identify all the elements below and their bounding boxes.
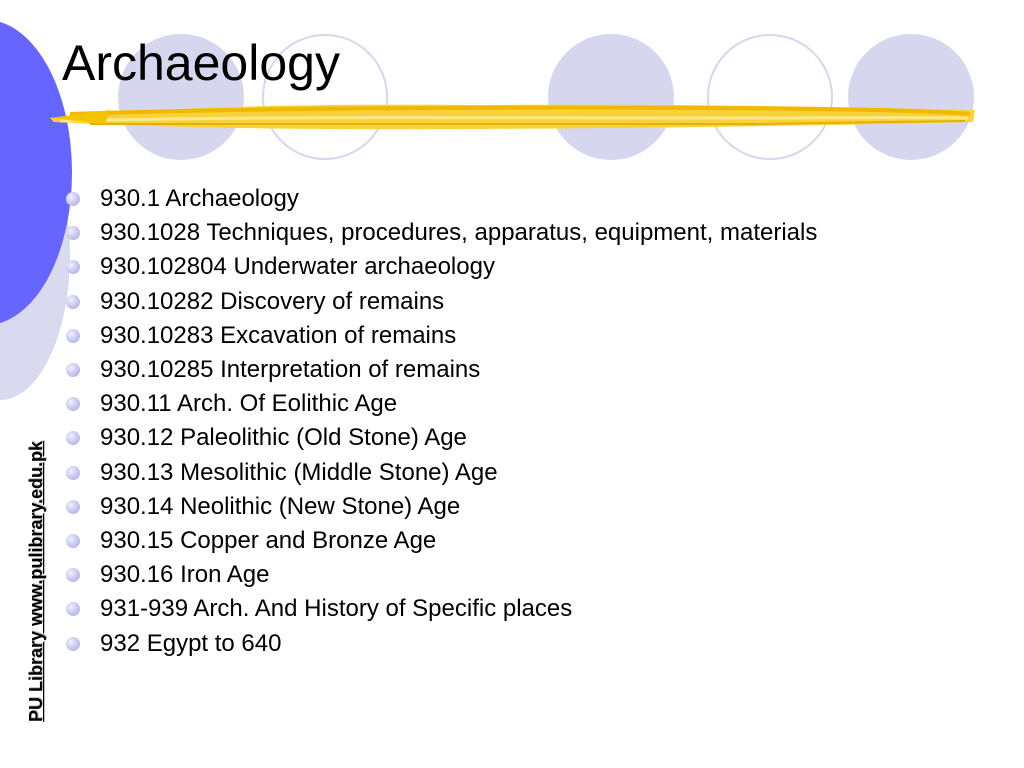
bullet-icon	[66, 397, 80, 411]
list-item	[66, 626, 817, 660]
slide-title: Archaeology	[62, 35, 340, 91]
side-label: PU Library www.pulibrary.edu.pk	[26, 440, 46, 722]
list-item	[66, 216, 817, 250]
list-item	[66, 456, 817, 490]
bullet-icon	[66, 260, 80, 274]
list-item	[66, 353, 817, 387]
bullet-icon	[66, 500, 80, 514]
list-item	[66, 182, 817, 216]
list-item-text: 930.13 Mesolithic (Middle Stone) Age	[100, 458, 498, 486]
list-item-text: 930.10283 Excavation of remains	[100, 321, 457, 349]
bullet-icon	[66, 329, 80, 343]
list-item-text: 930.1 Archaeology	[100, 185, 299, 213]
list-item-text: 930.16 Iron Age	[100, 561, 270, 589]
list-item-text: 930.11 Arch. Of Eolithic Age	[100, 390, 398, 418]
list-item	[66, 319, 817, 353]
bullet-icon	[66, 466, 80, 480]
list-item	[66, 524, 817, 558]
list-item-text: 930.12 Paleolithic (Old Stone) Age	[100, 424, 467, 452]
yellow-brush-stroke	[50, 96, 975, 136]
bullet-icon	[66, 363, 80, 377]
bullet-icon	[66, 295, 80, 309]
list-item-text: 931-939 Arch. And History of Specific places	[100, 595, 573, 623]
bullet-icon	[66, 226, 80, 240]
bullet-icon	[66, 192, 80, 206]
list-item	[66, 421, 817, 455]
list-item-text: 930.102804 Underwater archaeology	[100, 253, 495, 281]
bullet-icon	[66, 637, 80, 651]
list-item	[66, 250, 817, 284]
list-item-text: 930.15 Copper and Bronze Age	[100, 526, 437, 554]
bullet-icon	[66, 602, 80, 616]
list-item	[66, 490, 817, 524]
bullet-icon	[66, 534, 80, 548]
list-item-text: 930.10282 Discovery of remains	[100, 287, 445, 315]
list-item	[66, 387, 817, 421]
list-item-text: 930.10285 Interpretation of remains	[100, 356, 481, 384]
list-item-text: 930.14 Neolithic (New Stone) Age	[100, 492, 461, 520]
bullet-icon	[66, 431, 80, 445]
list-item-text: 932 Egypt to 640	[100, 629, 282, 657]
list-item	[66, 285, 817, 319]
list-item	[66, 558, 817, 592]
bullet-list	[66, 182, 817, 661]
list-item-text: 930.1028 Techniques, procedures, apparatus, equipment, materials	[100, 219, 818, 247]
list-item	[66, 592, 817, 626]
bullet-icon	[66, 568, 80, 582]
